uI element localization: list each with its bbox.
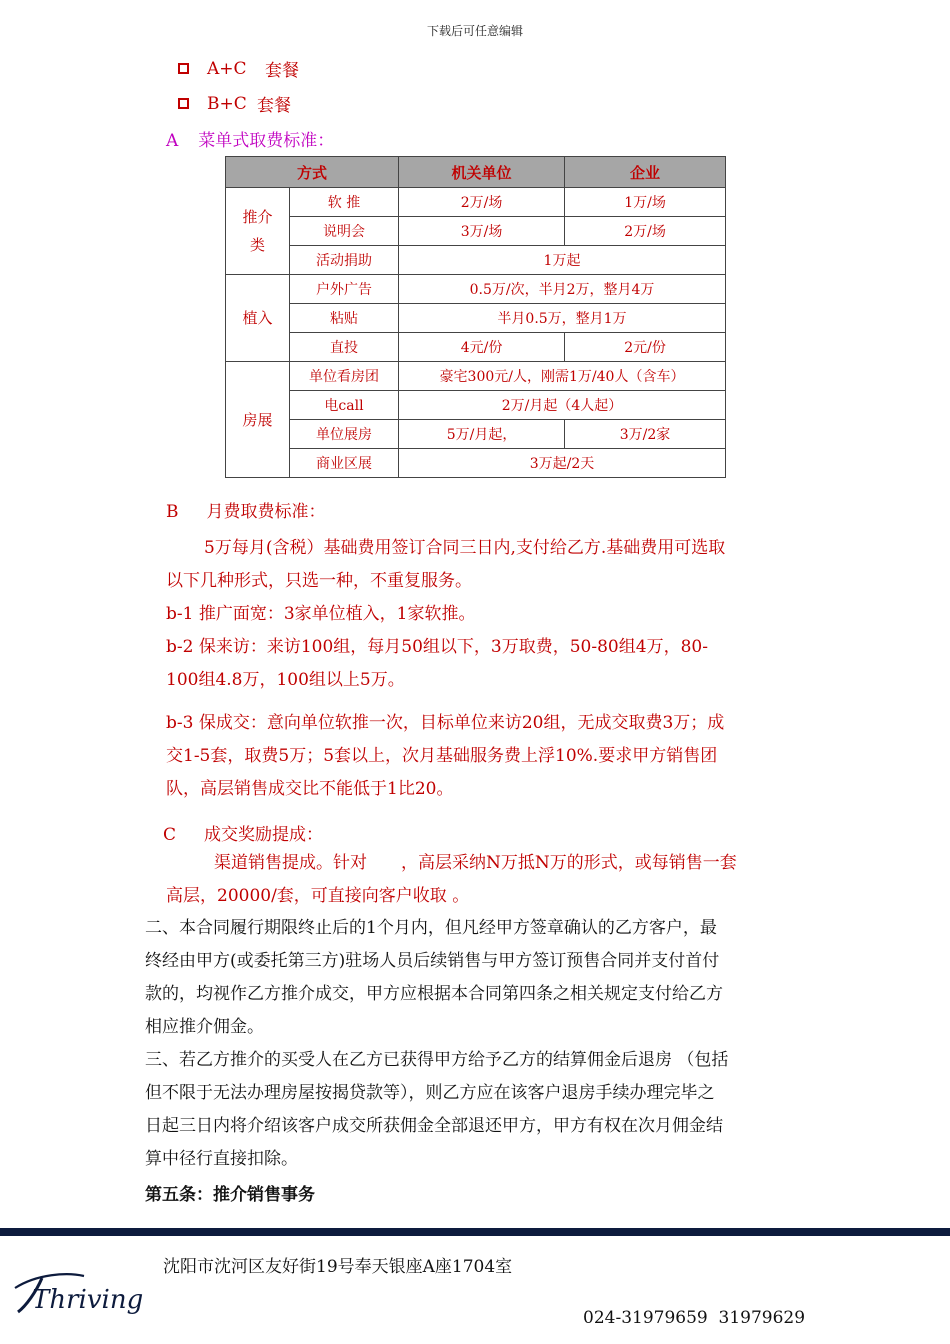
table-row	[226, 217, 726, 246]
table-cell: 单位展房	[290, 420, 399, 449]
paragraph-line: 高层，20000/套，可直接向客户收取 。	[166, 886, 470, 906]
page-header-note: 下载后可任意编辑	[426, 24, 523, 38]
paragraph-line: 终经由甲方(或委托第三方)驻场人员后续销售与甲方签订预售合同并支付首付	[145, 951, 720, 971]
table-row	[226, 420, 726, 449]
paragraph-line: 款的，均视作乙方推介成交，甲方应根据本合同第四条之相关规定支付给乙方	[145, 984, 723, 1004]
logo-icon	[12, 1268, 144, 1320]
table-cell: 2万/场	[399, 188, 565, 217]
footer-address: 沈阳市沈河区友好街19号奉天银座A座1704室	[163, 1257, 513, 1277]
table-cell: 0.5万/次，半月2万，整月4万	[399, 275, 726, 304]
paragraph-line: 但不限于无法办理房屋按揭贷款等），则乙方应在该客户退房手续办理完毕之	[145, 1083, 715, 1103]
table-row	[226, 246, 726, 275]
table-cell: 半月0.5万，整月1万	[399, 304, 726, 333]
section-title: 成交奖励提成：	[204, 825, 324, 845]
paragraph-line: 以下几种形式，只选一种，不重复服务。	[166, 571, 472, 591]
table-row	[226, 391, 726, 420]
logo-text: Thriving	[32, 1285, 144, 1315]
paragraph-line: b-2 保来访：来访100组，每月50组以下，3万取费，50-80组4万，80-	[166, 637, 708, 657]
table-cell: 1万/场	[565, 188, 726, 217]
paragraph-line: 队，高层销售成交比不能低于1比20。	[166, 779, 454, 799]
table-cell: 2元/份	[565, 333, 726, 362]
paragraph-line: 渠道销售提成。针对 ，高层采纳N万抵N万的形式，或每销售一套	[214, 853, 737, 873]
table-row	[226, 362, 726, 391]
footer-phone: 024-31979659 31979629	[583, 1308, 806, 1328]
table-cell: 电call	[290, 391, 399, 420]
paragraph-line: b-3 保成交：意向单位软推一次，目标单位来访20组，无成交取费3万；成	[166, 713, 725, 733]
category-cell: 推介类	[226, 188, 290, 275]
checkbox-icon	[178, 98, 189, 109]
paragraph-line: 相应推介佣金。	[145, 1017, 264, 1037]
table-row	[226, 449, 726, 478]
section-letter: C	[163, 825, 177, 845]
table-row	[226, 304, 726, 333]
clause-3	[145, 1044, 815, 1176]
clause-2	[145, 912, 815, 1044]
option-a-c	[178, 56, 299, 81]
table-header-row	[226, 157, 726, 188]
paragraph-line: b-1 推广面宽：3家单位植入，1家软推。	[166, 604, 476, 624]
section-a-heading	[166, 126, 334, 151]
section-c-body	[166, 847, 816, 913]
footer-divider	[0, 1228, 950, 1236]
section-letter: A	[166, 131, 179, 151]
table-cell: 3万/场	[399, 217, 565, 246]
paragraph-line: 交1-5套，取费5万；5套以上，次月基础服务费上浮10%.要求甲方销售团	[166, 746, 718, 766]
section-c-heading	[163, 820, 323, 845]
option-code: A+C	[207, 58, 247, 79]
option-label: 套餐	[265, 61, 299, 81]
option-code: B+C	[207, 93, 247, 114]
section-title: 菜单式取费标准：	[198, 131, 335, 151]
table-row	[226, 188, 726, 217]
table-cell: 2万/场	[565, 217, 726, 246]
table-header: 企业	[565, 157, 726, 188]
article-5-heading: 第五条：推介销售事务	[145, 1185, 315, 1205]
paragraph-line: 二、本合同履行期限终止后的1个月内，但凡经甲方签章确认的乙方客户，最	[145, 918, 717, 938]
paragraph-line: 三、若乙方推介的买受人在乙方已获得甲方给予乙方的结算佣金后退房 （包括	[145, 1050, 729, 1070]
section-b-heading	[166, 497, 326, 522]
table-cell: 3万起/2天	[399, 449, 726, 478]
section-b-body	[166, 532, 816, 806]
table-cell: 5万/月起，	[399, 420, 565, 449]
section-title: 月费取费标准：	[206, 502, 326, 522]
table-cell: 单位看房团	[290, 362, 399, 391]
table-header: 方式	[226, 157, 399, 188]
paragraph-line: 算中径行直接扣除。	[145, 1149, 298, 1169]
table-cell: 3万/2家	[565, 420, 726, 449]
section-letter: B	[166, 502, 179, 522]
table-cell: 商业区展	[290, 449, 399, 478]
table-cell: 直投	[290, 333, 399, 362]
table-cell: 1万起	[399, 246, 726, 275]
category-cell: 植入	[226, 275, 290, 362]
paragraph-line: 5万每月(含税）基础费用签订合同三日内,支付给乙方.基础费用可选取	[204, 538, 726, 558]
table-cell: 户外广告	[290, 275, 399, 304]
table-cell: 粘贴	[290, 304, 399, 333]
table-cell: 2万/月起（4人起）	[399, 391, 726, 420]
paragraph-line: 日起三日内将介绍该客户成交所获佣金全部退还甲方，甲方有权在次月佣金结	[145, 1116, 723, 1136]
category-cell: 房展	[226, 362, 290, 478]
paragraph-line: 100组4.8万，100组以上5万。	[166, 670, 405, 690]
option-label: 套餐	[257, 96, 291, 116]
table-cell: 活动捐助	[290, 246, 399, 275]
table-row	[226, 333, 726, 362]
checkbox-icon	[178, 63, 189, 74]
table-cell: 豪宅300元/人，刚需1万/40人（含车）	[399, 362, 726, 391]
table-cell: 软 推	[290, 188, 399, 217]
table-cell: 说明会	[290, 217, 399, 246]
table-row	[226, 275, 726, 304]
table-header: 机关单位	[399, 157, 565, 188]
thriving-logo	[12, 1268, 144, 1324]
table-cell: 4元/份	[399, 333, 565, 362]
fee-table	[225, 156, 726, 478]
option-b-c	[178, 91, 291, 116]
